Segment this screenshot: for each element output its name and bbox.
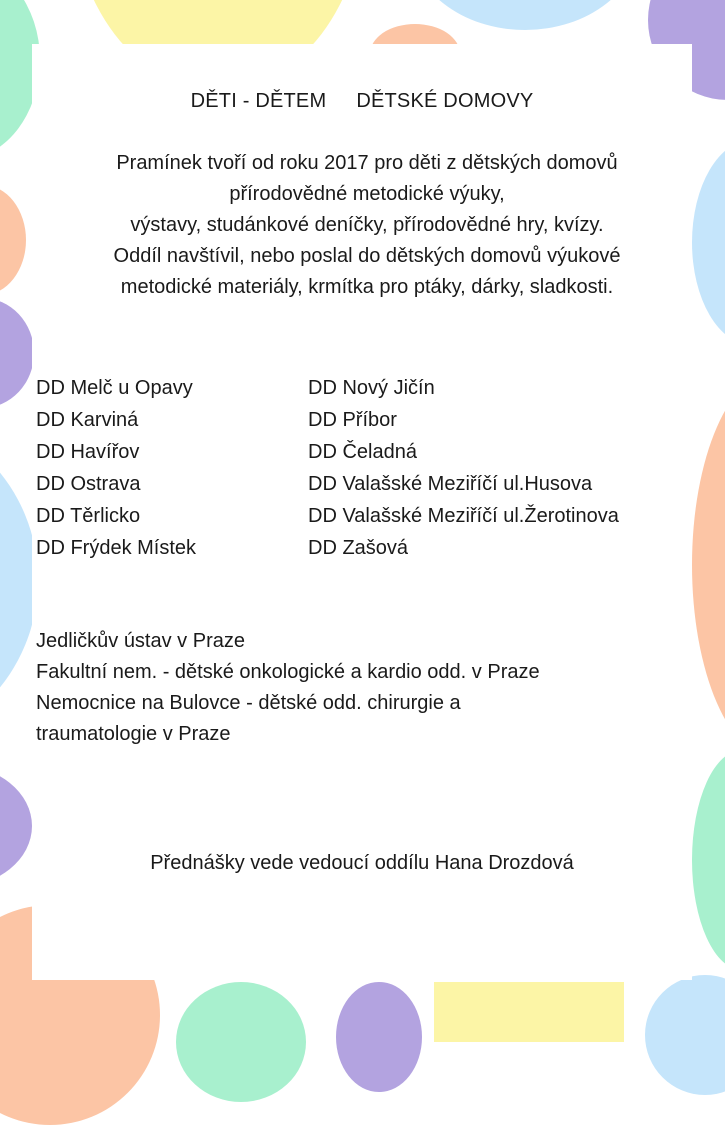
list-item [36,404,696,436]
deco-peach-right [692,370,725,760]
home-left: DD Frýdek Místek [36,537,197,559]
home-right: DD Čeladná [308,441,417,463]
deco-purple-bottom [336,982,422,1092]
home-right: DD Nový Jičín [308,377,435,399]
list-item [36,436,696,468]
deco-green-bottom [176,982,306,1102]
intro-line: přírodovědné metodické výuky, [229,183,505,205]
home-left: DD Těrlicko [36,505,141,527]
home-right: DD Valašské Meziříčí ul.Žerotinova [308,505,619,527]
hospitals-list [36,626,696,750]
list-item [36,500,696,532]
home-right: DD Valašské Meziříčí ul.Husova [308,473,593,495]
home-right: DD Příbor [308,409,397,431]
home-left: DD Melč u Opavy [36,377,193,399]
list-item [36,532,696,564]
deco-blue-top [410,0,640,30]
intro-line: metodické materiály, krmítka pro ptáky, dárky, sladkosti. [120,276,614,298]
home-left: DD Karviná [36,409,139,431]
intro-line: výstavy, studánkové deníčky, přírodovědné hry, kvízy. [130,214,604,236]
children-homes-list [36,372,696,564]
deco-yellow-bottom [434,982,624,1042]
deco-blue-bottom-right [645,975,725,1095]
intro-paragraph [32,148,702,303]
list-item: traumatologie v Praze [36,723,231,745]
home-right: DD Zašová [308,537,409,559]
list-item [36,468,696,500]
document-sheet [32,44,692,980]
deco-purple-left [0,298,34,408]
title-left: DĚTI - DĚTEM [190,90,327,112]
deco-purple-left-bottom [0,765,32,887]
intro-line: Oddíl navštívil, nebo poslal do dětských domovů výukové [113,245,621,267]
home-left: DD Ostrava [36,473,141,495]
deco-green-right [692,750,725,970]
title-right: DĚTSKÉ DOMOVY [356,90,534,112]
list-item: Fakultní nem. - dětské onkologické a kardio odd. v Praze [36,661,540,683]
deco-peach-left [0,185,26,295]
intro-line: Pramínek tvoří od roku 2017 pro děti z dětských domovů [116,152,618,174]
list-item [36,372,696,404]
list-item: Nemocnice na Bulovce - dětské odd. chirurgie a [36,692,461,714]
list-item: Jedličkův ústav v Praze [36,630,245,652]
footer-note: Přednášky vede vedoucí oddílu Hana Drozdová [150,852,574,874]
home-left: DD Havířov [36,441,140,463]
page-title [32,90,692,113]
